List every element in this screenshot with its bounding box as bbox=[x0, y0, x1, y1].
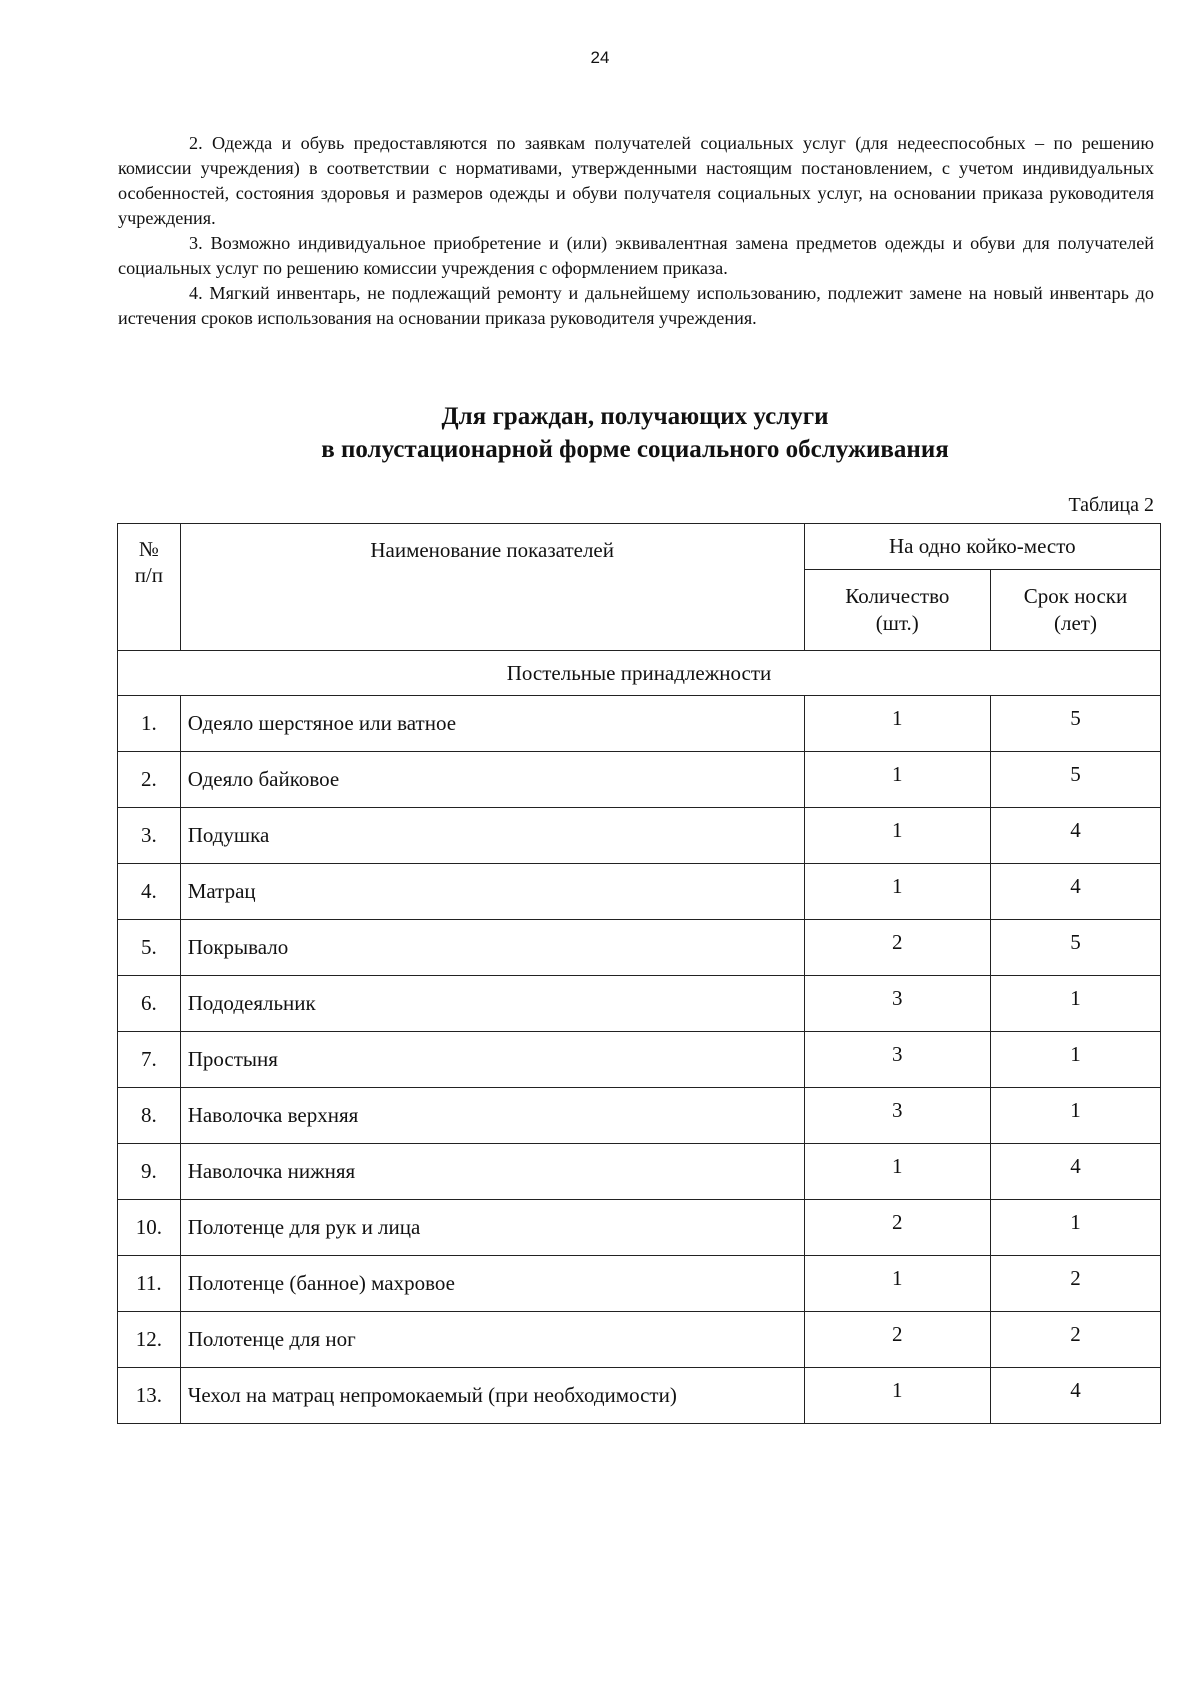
header-num-line-1: № bbox=[138, 537, 159, 561]
row-qty: 1 bbox=[804, 752, 990, 808]
row-qty: 1 bbox=[804, 1256, 990, 1312]
row-qty: 1 bbox=[804, 696, 990, 752]
row-term: 4 bbox=[990, 1368, 1160, 1424]
table-row bbox=[118, 752, 1161, 808]
row-num: 11. bbox=[118, 1256, 181, 1312]
row-name: Одеяло байковое bbox=[180, 752, 804, 808]
heading-line-1: Для граждан, получающих услуги bbox=[441, 403, 829, 430]
row-name: Одеяло шерстяное или ватное bbox=[180, 696, 804, 752]
row-term: 2 bbox=[990, 1256, 1160, 1312]
row-num: 7. bbox=[118, 1032, 181, 1088]
row-num: 1. bbox=[118, 696, 181, 752]
row-name: Пододеяльник bbox=[180, 976, 804, 1032]
row-term: 1 bbox=[990, 1032, 1160, 1088]
table-label: Таблица 2 bbox=[1068, 494, 1154, 516]
row-qty: 2 bbox=[804, 1200, 990, 1256]
page-number: 24 bbox=[590, 48, 610, 67]
header-term-line-1: Срок носки bbox=[1023, 584, 1128, 608]
paragraph-3: 3. Возможно индивидуальное приобретение и (или) эквивалентная замена предметов одежды и обуви для получателей социальных услуг по решению комиссии учреждения с оформлением приказа. bbox=[118, 233, 1154, 278]
header-qty-line-1: Количество bbox=[845, 584, 950, 608]
row-term: 2 bbox=[990, 1312, 1160, 1368]
row-num: 8. bbox=[118, 1088, 181, 1144]
row-term: 5 bbox=[990, 696, 1160, 752]
section-heading bbox=[0, 400, 1200, 466]
header-num bbox=[118, 524, 181, 651]
paragraph-4: 4. Мягкий инвентарь, не подлежащий ремонту и дальнейшему использованию, подлежит замене на новый инвентарь до истечения сроков использования на основании приказа руководителя учреждения. bbox=[118, 283, 1154, 328]
row-qty: 1 bbox=[804, 808, 990, 864]
row-num: 2. bbox=[118, 752, 181, 808]
table-row bbox=[118, 1256, 1161, 1312]
table-row bbox=[118, 1032, 1161, 1088]
header-group: На одно койко-место bbox=[804, 524, 1160, 570]
row-name: Наволочка верхняя bbox=[180, 1088, 804, 1144]
table-row bbox=[118, 1200, 1161, 1256]
table-row bbox=[118, 808, 1161, 864]
row-name: Наволочка нижняя bbox=[180, 1144, 804, 1200]
row-term: 1 bbox=[990, 1088, 1160, 1144]
row-qty: 3 bbox=[804, 976, 990, 1032]
row-qty: 1 bbox=[804, 864, 990, 920]
row-name: Покрывало bbox=[180, 920, 804, 976]
header-name: Наименование показателей bbox=[180, 524, 804, 651]
row-name: Простыня bbox=[180, 1032, 804, 1088]
header-term bbox=[990, 570, 1160, 651]
table-row bbox=[118, 920, 1161, 976]
row-qty: 3 bbox=[804, 1088, 990, 1144]
section-title: Постельные принадлежности bbox=[118, 651, 1161, 696]
row-num: 3. bbox=[118, 808, 181, 864]
row-name: Чехол на матрац непромокаемый (при необходимости) bbox=[180, 1368, 804, 1424]
row-term: 4 bbox=[990, 1144, 1160, 1200]
row-name: Подушка bbox=[180, 808, 804, 864]
row-term: 5 bbox=[990, 752, 1160, 808]
table-row bbox=[118, 1144, 1161, 1200]
row-name: Матрац bbox=[180, 864, 804, 920]
section-row bbox=[118, 651, 1161, 696]
row-qty: 1 bbox=[804, 1144, 990, 1200]
table-row bbox=[118, 976, 1161, 1032]
intro-text bbox=[118, 131, 1154, 331]
row-name: Полотенце (банное) махровое bbox=[180, 1256, 804, 1312]
row-qty: 3 bbox=[804, 1032, 990, 1088]
row-qty: 2 bbox=[804, 1312, 990, 1368]
row-num: 13. bbox=[118, 1368, 181, 1424]
row-qty: 2 bbox=[804, 920, 990, 976]
table-header-row bbox=[118, 524, 1161, 570]
heading-line-2: в полустационарной форме социального обслуживания bbox=[321, 436, 949, 463]
row-qty: 1 bbox=[804, 1368, 990, 1424]
row-num: 4. bbox=[118, 864, 181, 920]
header-term-line-2: (лет) bbox=[1053, 611, 1097, 635]
row-term: 4 bbox=[990, 864, 1160, 920]
table-row bbox=[118, 1368, 1161, 1424]
table-row bbox=[118, 696, 1161, 752]
header-qty-line-2: (шт.) bbox=[875, 611, 919, 635]
row-term: 1 bbox=[990, 1200, 1160, 1256]
norms-table bbox=[117, 523, 1161, 1424]
table-row bbox=[118, 864, 1161, 920]
row-num: 12. bbox=[118, 1312, 181, 1368]
header-qty bbox=[804, 570, 990, 651]
table-row bbox=[118, 1312, 1161, 1368]
row-num: 6. bbox=[118, 976, 181, 1032]
row-name: Полотенце для рук и лица bbox=[180, 1200, 804, 1256]
row-num: 5. bbox=[118, 920, 181, 976]
row-num: 9. bbox=[118, 1144, 181, 1200]
row-term: 5 bbox=[990, 920, 1160, 976]
header-num-line-2: п/п bbox=[134, 563, 163, 587]
row-term: 4 bbox=[990, 808, 1160, 864]
row-num: 10. bbox=[118, 1200, 181, 1256]
row-name: Полотенце для ног bbox=[180, 1312, 804, 1368]
row-term: 1 bbox=[990, 976, 1160, 1032]
table-row bbox=[118, 1088, 1161, 1144]
paragraph-2: 2. Одежда и обувь предоставляются по заявкам получателей социальных услуг (для недееспособных – по решению комиссии учреждения) в соответствии с нормативами, утвержденными настоящим постановлением, с учетом индивидуальных особенностей, состояния здоровья и размеров одежды и обуви получателя социальных услуг, на основании приказа руководителя учреждения. bbox=[118, 133, 1154, 228]
